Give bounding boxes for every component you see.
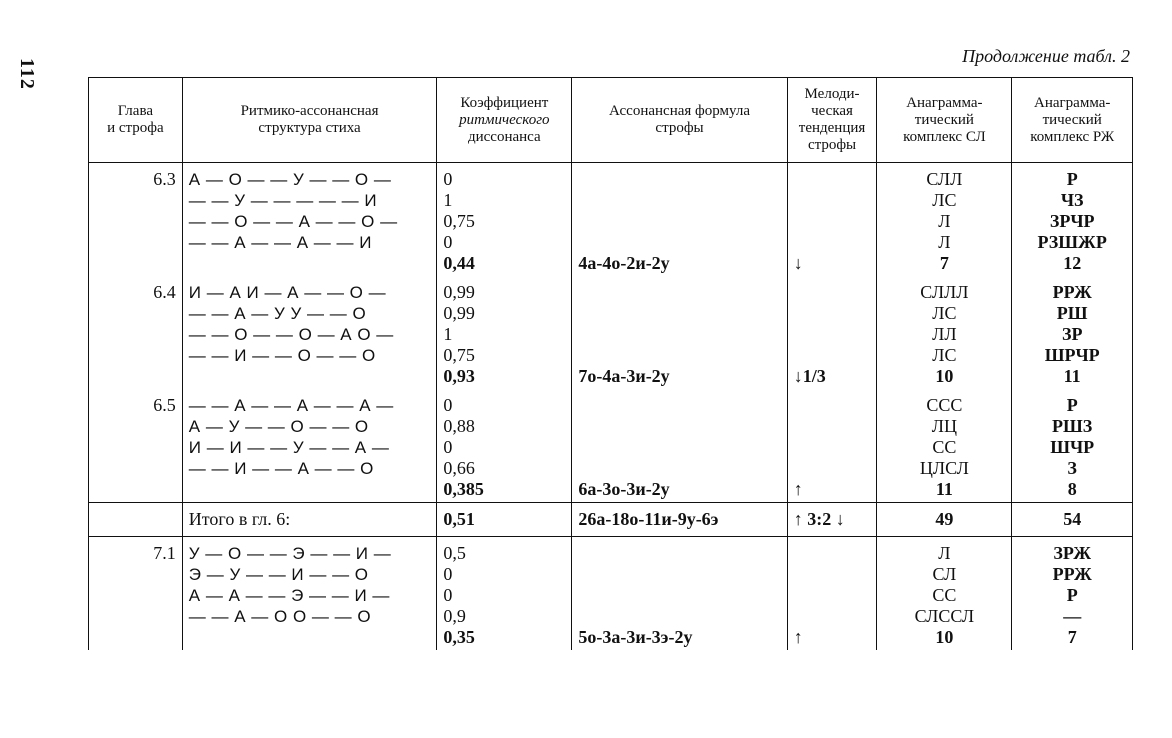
sl-cell	[877, 276, 1012, 389]
melodic-cell	[787, 537, 877, 651]
blank-line	[794, 345, 871, 366]
sl-value: ЛС	[932, 190, 957, 210]
blank-line	[578, 190, 780, 211]
sl-value: ЛС	[932, 303, 957, 323]
total-sl: 49	[877, 503, 1012, 537]
rzh-value: —	[1063, 606, 1082, 626]
structure-cell	[182, 276, 437, 389]
header-formula: Ассонансная формула строфы	[572, 78, 787, 163]
rzh-total: 8	[1067, 479, 1077, 499]
header-rzh: Анаграмма- тический комплекс РЖ	[1012, 78, 1133, 163]
structure-cell	[182, 163, 437, 277]
header-chapter: Глава и строфа	[89, 78, 183, 163]
blank-line	[794, 395, 871, 416]
sl-value: ЛС	[932, 345, 957, 365]
coef-value: 0,88	[443, 416, 475, 436]
blank-line	[794, 543, 871, 564]
rzh-value: РРЖ	[1052, 282, 1092, 302]
coef-value: 0,66	[443, 458, 475, 478]
total-section	[89, 503, 1133, 537]
melodic-tendency: ↓	[793, 253, 803, 273]
blank-line	[578, 303, 780, 324]
rzh-cell	[1012, 537, 1133, 651]
coef-value: 0,5	[443, 543, 466, 563]
blank-line	[578, 564, 780, 585]
sl-total: 10	[935, 366, 954, 386]
blank-line	[578, 169, 780, 190]
stanza-row	[89, 389, 1133, 503]
blank-line	[794, 232, 871, 253]
total-label: Итого в гл. 6:	[182, 503, 437, 537]
melodic-cell	[787, 276, 877, 389]
verse-structure-line: И — И — — У — — А —	[188, 438, 390, 457]
coef-value: 0,75	[443, 211, 475, 231]
blank-line	[794, 416, 871, 437]
coef-total: 0,44	[443, 253, 475, 273]
verse-structure-line: — — А — У У — — О	[188, 304, 367, 323]
coef-value: 1	[443, 190, 453, 210]
formula-cell	[572, 163, 787, 277]
rzh-value: Р	[1066, 585, 1078, 605]
header-structure: Ритмико-ассонансная структура стиха	[182, 78, 437, 163]
rzh-total: 11	[1063, 366, 1081, 386]
sl-value: СЛ	[932, 564, 957, 584]
rzh-value: Р	[1066, 395, 1078, 415]
sl-value: ССС	[926, 395, 963, 415]
coef-total: 0,35	[443, 627, 475, 647]
assonance-formula: 5о-3а-3и-3э-2у	[578, 627, 693, 647]
blank-line	[794, 211, 871, 232]
blank-line	[794, 458, 871, 479]
rzh-value: РЗШЖР	[1037, 232, 1107, 252]
rzh-value: З	[1067, 458, 1077, 478]
coef-value: 0,9	[443, 606, 466, 626]
blank-line	[794, 282, 871, 303]
blank-line	[578, 416, 780, 437]
verse-structure-line: Э — У — — И — — О	[188, 565, 369, 584]
total-row	[89, 503, 1133, 537]
sl-value: СС	[932, 585, 957, 605]
rzh-value: ЗРЧР	[1049, 211, 1095, 231]
verse-structure-line: А — О — — У — — О —	[188, 170, 392, 189]
coef-value: 0	[443, 169, 453, 189]
sl-value: Л	[938, 232, 951, 252]
blank-line	[578, 282, 780, 303]
sl-value: ЦЛСЛ	[919, 458, 969, 478]
coef-value: 0,99	[443, 303, 475, 323]
verse-structure-line: И — А И — А — — О —	[188, 283, 387, 302]
coef-total: 0,385	[443, 479, 484, 499]
total-rzh: 54	[1012, 503, 1133, 537]
blank-line	[578, 585, 780, 606]
sl-value: СЛЛЛ	[920, 282, 969, 302]
coef-value: 0	[443, 585, 453, 605]
chapter-number: 6.5	[153, 395, 176, 415]
verse-structure-line: — — А — — А — — И	[188, 233, 372, 252]
sl-value: СС	[932, 437, 957, 457]
sl-value: СЛССЛ	[914, 606, 975, 626]
rzh-value: РШ	[1056, 303, 1088, 323]
verse-structure-line: — — И — — А — — О	[188, 459, 374, 478]
blank-line	[794, 303, 871, 324]
verse-structure-line: А — У — — О — — О	[188, 417, 369, 436]
coef-value: 0	[443, 437, 453, 457]
blank-line	[578, 395, 780, 416]
blank-line	[578, 606, 780, 627]
blank-line	[794, 190, 871, 211]
chapter-number: 6.4	[153, 282, 176, 302]
structure-cell	[182, 389, 437, 503]
rzh-value: ЗР	[1061, 324, 1083, 344]
verse-structure-line: У — О — — Э — — И —	[188, 544, 392, 563]
verse-structure-line: — — У — — — — — И	[188, 191, 378, 210]
blank-line	[794, 324, 871, 345]
blank-line	[578, 543, 780, 564]
rzh-total: 7	[1067, 627, 1077, 647]
coef-value: 1	[443, 324, 453, 344]
chapter-cell	[89, 276, 183, 389]
blank-line	[578, 211, 780, 232]
verse-structure-line: — — А — О О — — О	[188, 607, 372, 626]
rzh-value: ШЧР	[1050, 437, 1095, 457]
coef-cell	[437, 537, 572, 651]
rzh-value: ЗРЖ	[1053, 543, 1092, 563]
rzh-total: 12	[1063, 253, 1082, 273]
coef-cell	[437, 276, 572, 389]
coef-cell	[437, 163, 572, 277]
sl-value: СЛЛ	[926, 169, 963, 189]
sl-total: 11	[935, 479, 953, 499]
rzh-cell	[1012, 276, 1133, 389]
formula-cell	[572, 276, 787, 389]
blank-line	[578, 324, 780, 345]
melodic-tendency: ↓1/3	[793, 366, 826, 386]
total-melodic: ↑ 3:2 ↓	[787, 503, 877, 537]
blank-line	[578, 458, 780, 479]
sl-value: ЛЦ	[931, 416, 957, 436]
continuation-title: Продолжение табл. 2	[962, 46, 1130, 66]
verse-structure-line: — — О — — А — — О —	[188, 212, 398, 231]
groups-before	[89, 163, 1133, 503]
blank-line	[794, 437, 871, 458]
rzh-value: Р	[1066, 169, 1078, 189]
coef-value: 0,75	[443, 345, 475, 365]
chapter-cell	[89, 163, 183, 277]
structure-cell	[182, 537, 437, 651]
coef-value: 0,99	[443, 282, 475, 302]
sl-total: 7	[939, 253, 949, 273]
sl-cell	[877, 389, 1012, 503]
verse-structure-line: — — И — — О — — О	[188, 346, 376, 365]
blank-line	[794, 169, 871, 190]
sl-value: Л	[938, 211, 951, 231]
verse-structure-line: — — О — — О — А О —	[188, 325, 394, 344]
sl-total: 10	[935, 627, 954, 647]
data-table	[88, 77, 1133, 650]
coef-value: 0	[443, 232, 453, 252]
groups-after	[89, 537, 1133, 651]
stanza-row	[89, 537, 1133, 651]
rzh-cell	[1012, 389, 1133, 503]
melodic-tendency: ↑	[793, 627, 803, 647]
page-number: 112	[16, 58, 38, 90]
assonance-formula: 4а-4о-2и-2у	[578, 253, 670, 273]
coef-value: 0	[443, 395, 453, 415]
melodic-cell	[787, 389, 877, 503]
formula-cell	[572, 389, 787, 503]
melodic-cell	[787, 163, 877, 277]
blank-line	[794, 606, 871, 627]
coef-value: 0	[443, 564, 453, 584]
sl-cell	[877, 537, 1012, 651]
verse-structure-line: — — А — — А — — А —	[188, 396, 394, 415]
rzh-cell	[1012, 163, 1133, 277]
chapter-cell	[89, 389, 183, 503]
header-row	[89, 78, 1133, 163]
header-melodic: Мелоди- ческая тенденция строфы	[787, 78, 877, 163]
blank-line	[794, 585, 871, 606]
assonance-formula: 6а-3о-3и-2у	[578, 479, 670, 499]
header-sl: Анаграмма- тический комплекс СЛ	[877, 78, 1012, 163]
stanza-row	[89, 276, 1133, 389]
blank-line	[578, 345, 780, 366]
total-formula: 26а-18о-11и-9у-6э	[572, 503, 787, 537]
chapter-number: 7.1	[153, 543, 176, 563]
chapter-cell	[89, 537, 183, 651]
sl-cell	[877, 163, 1012, 277]
rzh-value: РРЖ	[1052, 564, 1092, 584]
stanza-row	[89, 163, 1133, 277]
total-chapter-cell	[89, 503, 183, 537]
formula-cell	[572, 537, 787, 651]
chapter-number: 6.3	[153, 169, 176, 189]
blank-line	[578, 437, 780, 458]
blank-line	[794, 564, 871, 585]
sl-value: Л	[938, 543, 951, 563]
sl-value: ЛЛ	[932, 324, 957, 344]
assonance-formula: 7о-4а-3и-2у	[578, 366, 670, 386]
rzh-value: ШРЧР	[1044, 345, 1100, 365]
header-coef: Коэффициент ритмического диссонанса	[437, 78, 572, 163]
coef-cell	[437, 389, 572, 503]
total-coef: 0,51	[437, 503, 572, 537]
melodic-tendency: ↑	[793, 479, 803, 499]
blank-line	[578, 232, 780, 253]
rzh-value: РШЗ	[1052, 416, 1093, 436]
rzh-value: ЧЗ	[1060, 190, 1084, 210]
coef-total: 0,93	[443, 366, 475, 386]
verse-structure-line: А — А — — Э — — И —	[188, 586, 390, 605]
